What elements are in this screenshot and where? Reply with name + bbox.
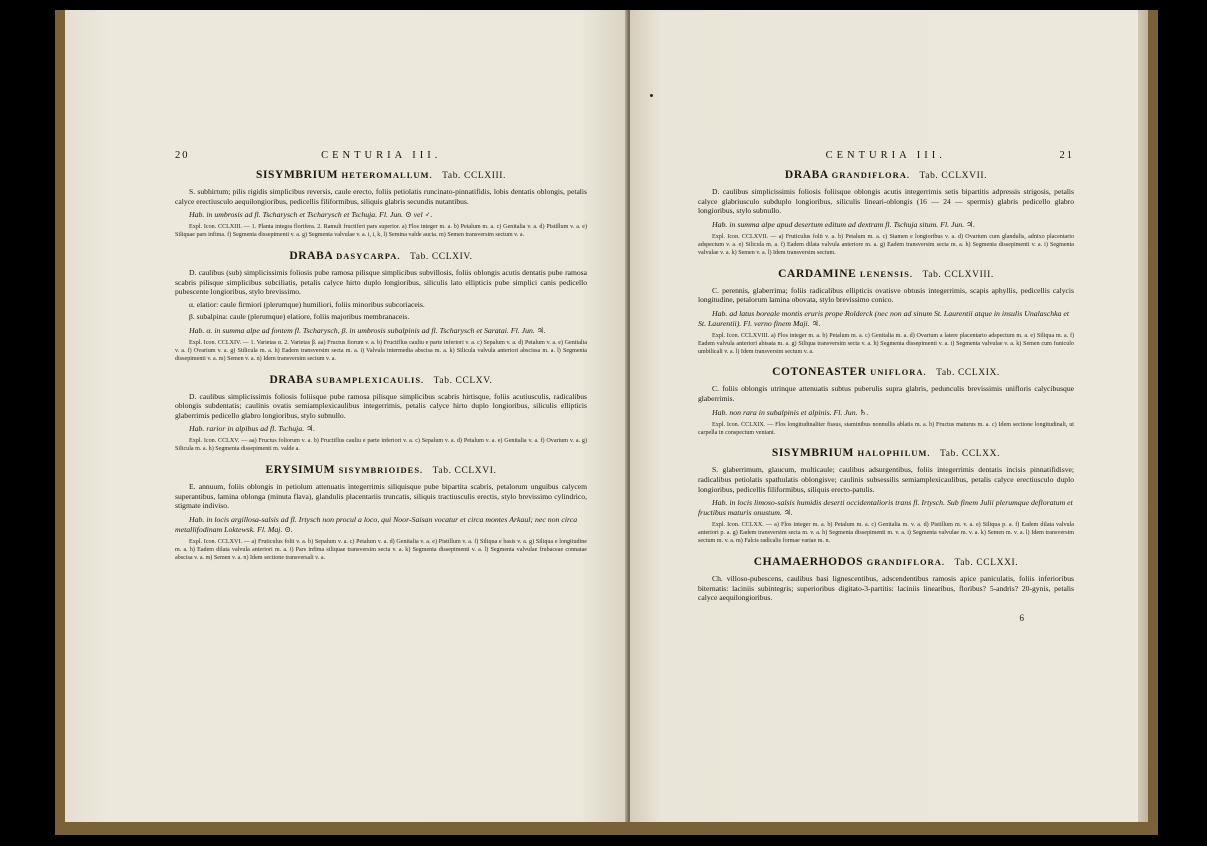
left-page-content — [175, 150, 587, 573]
genus-name: SISYMBRIUM — [771, 447, 854, 460]
species-description: C. perennis, glaberrima; foliis radicalibus ellipticis ovatisve obtusis integerrimis, scapis aphyllis, pedicellis calycis longitudine, petalorum lamina obovata, stylo brevissimo conico. — [698, 285, 1074, 305]
species-epithet: SISYMBRIOIDES. — [338, 465, 424, 476]
species-epithet: LENENSIS. — [859, 268, 914, 279]
species-epithet: HALOPHILUM. — [857, 448, 931, 459]
habitat-note: Hab. ad latus boreale montis eruris prope Rolderck (nec non ad sinum St. Laurentii atque in insulis Unalaschka et St. Laurentii). Fl. verno finem Maji. ♃. — [698, 308, 1070, 328]
genus-name: DRABA — [784, 169, 829, 181]
habitat-note: Hab. in locis argillosa-salsis ad fl. Irtysch non procul a loco, qui Noor-Saisan vocatur et circa montes Arkaul; nec non circa metallifodinam Loktewsk. Fl. Maj. ⊙. — [175, 515, 578, 535]
plate-explanation: Expl. Icon. CCLXVII. — a) Fruticulus folii v. a. b) Petalum m. a. c) Stamen e longioribus v. a. d) Ovarium cum glandulis, adnixo placentario adspectum v. a. e) Silicula m. a. f) Eadem dilata valvula anteriore m. a. g) Eadem transversim secta m. a. h) Segmenta dissepimenti v. a. i) Segmenta valvulae v. a. k) Semen v. a. l) Idem transversim sectum. — [698, 233, 1074, 256]
left-page-header — [175, 150, 587, 161]
species-description: D. caulibus simplicissimis foliosis foliisque oblongis acutis integerrimis setis bipartitis adpressis strigosis, petalis calyce glabriusculo subduplo longioribus, siliculis lineari-oblongis (16 — 24 — spermis) glabris pedicello glabro longioribus, stylo subnullo. — [698, 187, 1074, 216]
right-page-content — [698, 150, 1074, 623]
habitat-note: Hab. α. in summa alpe ad fontem fl. Tscharysch, β. in umbrosis subalpinis ad fl. Tscharysch et Saratai. Fl. Jun. ♃. — [189, 325, 546, 335]
species-title — [698, 169, 1074, 181]
genus-name: ERYSIMUM — [265, 464, 336, 477]
signature-mark: 6 — [1019, 612, 1024, 623]
running-head: CENTURIA III. — [321, 150, 442, 161]
species-description: Ch. villoso-pubescens, caulibus basi lignescentibus, adscendentibus ramosis apice paniculatis, foliis inferioribus biternatis: laciniis subintegris; superioribus digitato-3-partitis: laciniis linearibus, floribus? 5-andris? 20-gynis, petalis calyce aequilongioribus. — [698, 573, 1074, 603]
species-epithet: GRANDIFLORA. — [831, 170, 911, 180]
plate-number: Tab. CCLXVII. — [919, 171, 988, 181]
species-entry — [698, 268, 1074, 357]
species-epithet: UNIFLORA. — [870, 367, 927, 378]
species-epithet: DASYCARPA. — [336, 251, 401, 261]
species-title — [698, 268, 1074, 280]
plate-number: Tab. CCLXV. — [433, 375, 493, 386]
species-description: D. caulibus (sub) simplicissimis foliosis pube ramosa pilisque simplicibus subvillosis, foliis oblongis acutis dentatis pube ramosa scabris pilisque simplicibus subciliatis, petalis calyce hirto duplo longioribus, siliculis lato ellipticis pube simplici canis pedicello pubescente longioribus, stylo brevissimo. — [175, 268, 587, 297]
plate-number: Tab. CCLXVI. — [432, 466, 497, 477]
species-description: S. glaberrimum, glaucum, multicaule; caulibus adsurgentibus, foliis integerrimis dentatis incisis pinnatifidisve; radicalibus petiolatis spathulatis oblongisve; caulinis subsessilis semiamplexicaulibus, petalis calyce erectiusculo duplo longioribus, pedicellis filiformibus, siliquis erecto-patulis. — [698, 465, 1074, 494]
genus-name: CHAMAERHODOS — [753, 555, 864, 568]
habitat-note: Hab. in summa alpe apud desertum editum ad dextram fl. Tschuja situm. Fl. Jun. ♃. — [712, 219, 976, 229]
species-entry — [698, 556, 1074, 603]
right-page-header — [698, 150, 1074, 161]
species-entry — [175, 464, 587, 563]
species-epithet: SUBAMPLEXICAULIS. — [316, 374, 425, 385]
genus-name: CARDAMINE — [778, 267, 857, 280]
species-entry — [175, 250, 587, 364]
genus-name: DRABA — [289, 250, 333, 262]
species-title — [175, 374, 587, 386]
plate-explanation: Expl. Icon. CCLXVI. — a) Fruticulus folii v. a. b) Sepalum v. a. c) Petalum v. a. d) Genitalia v. a. e) Pistillum v. a. f) Siliqua e basis v. a. g) Siliqua e longitudine m. a. h) Eadem dilata valvula anteriori m. a. i) Pars infima siliquae transversim secta v. a. k) Segmenta dissepimenti v. a. l) Segmenta valvulae frubaceae connatae abscisa v. a. m) Semen v. a. n) Idem sectione transversali v. a. — [175, 539, 587, 561]
species-title — [175, 464, 587, 476]
habitat-note: Hab. in umbrosis ad fl. Tscharysch et Tscharysch et Tschuja. Fl. Jun. ⊙ vel ♂. — [189, 210, 433, 220]
plate-explanation: Expl. Icon. CCLXX. — a) Flos integer m. a. b) Petalum m. a. c) Genitalia m. v. a. d) Pistillum m. v. a. e) Siliqua p. a. f) Eadem dilata valvula anteriori p. a. g) Eadem transversim secta m. v. a. h) Segmenta dissepimenti m. v. a. i) Segmenta valvulae m. v. a. k) Semen m. v. a. l) Idem transversim sectum m. v. a. m) Falcis radicalis formae variae m. n. — [698, 522, 1074, 544]
book-spread — [55, 10, 1158, 835]
species-description: S. subhirtum; pilis rigidis simplicibus reversis, caule erecto, foliis petiolatis runcinato-pinnatifidis, lobis dentatis oblongis, petalis calyce erectiusculo aequilongioribus, pedicellis filiformibus, siliquis glabris secundis nutantibus. — [175, 187, 587, 206]
page-edge — [1138, 10, 1148, 822]
species-description: E. annuum, foliis oblongis in petiolum attenuatis integerrimis siliquisque pube bipartita scabris, petalorum unguibus calycem superantibus, lamina oblonga (minuta flava), glandulis placentariis truncatis, siliquis tractiusculis erectis, stylo brevissimo cylindrico, stigmate indiviso. — [175, 482, 587, 511]
species-description: C. foliis oblongis utrinque attenuatis subtus puberulis supra glabris, pedunculis brevissimis unifloris calycibusque glaberrimis. — [698, 384, 1074, 403]
plate-number: Tab. CCLXIX. — [936, 368, 1000, 379]
habitat-note: Hab. non rara in subalpinis et alpinis. Fl. Jun. ♄. — [712, 407, 869, 417]
right-page — [630, 10, 1148, 822]
species-epithet: GRANDIFLORA. — [866, 556, 945, 567]
variety-note: β. subalpina: caule (plerumque) elatiore, foliis majoribus membranaceis. — [189, 312, 410, 322]
species-entry — [698, 169, 1074, 258]
running-head: CENTURIA III. — [825, 150, 946, 161]
species-epithet: HETEROMALLUM. — [341, 170, 433, 180]
habitat-note: Hab. rarior in alpibus ad fl. Tschuja. ♃. — [189, 424, 316, 434]
plate-number: Tab. CCLXIV. — [410, 252, 473, 262]
plate-explanation: Expl. Icon. CCLXIX. — Flos longitudinaliter fissus, staminibus nonnullis ablatis m. a. b) Fructus maturus m. a. c) Idem sectione longitudinali, ut carpella in conspectum veniant. — [698, 421, 1074, 436]
plate-explanation: Expl. Icon. CCLXIII. — 1. Planta integra florifera. 2. Ramuli fructiferi pars superior. a) Flos integer m. a. b) Petalum m. a. c) Genitalia v. a. d) Pistillum v. a. e) Siliquae pars infima. f) Segmenta dissepimenti v. a. g) Segmenta valvulae v. a. i, i, k, l) Semina valde aucta. m) Semen transversim sectum v. a. — [175, 224, 587, 239]
habitat-note: Hab. in locis limoso-salsis humidis deserti occidentalioris trans fl. Irtysch. Sub finem Julii plerumque defloratum et fructibus maturis onustum. ♃. — [698, 498, 1073, 518]
species-title — [175, 169, 587, 181]
plate-explanation: Expl. Icon. CCLXIV. — 1. Varietas α. 2. Varietas β. aa) Fructus fiorum v. a. b) Fructiflus cauliu e parte inferiori v. a. c) Sepalum v. a. d) Petalum v. a. e) Genitalia v. a. f) Ovarium v. a. g) Stilicula m. a. h) Eadem transversim secta m. a. i) Valvula intermedia abscisa m. a. k) Silicula valvula anteriori abscissa m. a. l) Segmenta dissepimenti v. a. m) Semen v. a. n) Idem transversim sectum v. a. — [175, 339, 587, 362]
variety-note: α. elatior: caule firmiori (plerumque) humiliori, foliis minoribus subcoriaceis. — [189, 299, 425, 309]
page-number: 20 — [175, 150, 190, 161]
species-title — [698, 366, 1074, 378]
species-entry — [175, 169, 587, 240]
species-entry — [175, 374, 587, 455]
species-title — [698, 556, 1074, 568]
species-description: D. caulibus simplicissimis foliosis foliisque pube ramosa pilisque simplicibus scabris hirtisque, foliis acutiusculis, radicalibus oblongis subdentatis; caulinis ovatis semiamplexicaulibus integerrimis, petalis calyce hirto duplo longioribus, siliculis ellipticis glaberrimis pedicello glabro longioribus, stylo subnullo. — [175, 391, 587, 420]
plate-explanation: Expl. Icon. CCLXVIII. a) Flos integer m. a. b) Petalum m. a. c) Genitalia m. a. d) Ovarium a latere placentario adspectum m. a. e) Siliqua m. a. f) Eadem valvula anteriori abisata m. a. g) Siliqua transversim secta v. a. h) Segmenta dissepimenti v. a. i) Segmenta valvulae v. a. k) Semen cum funiculo umbilicali v. a. l) Idem transversim sectum v. a. — [698, 332, 1074, 355]
page-number: 21 — [1059, 150, 1074, 161]
genus-name: DRABA — [269, 373, 313, 386]
genus-name: COTONEASTER — [772, 366, 867, 379]
species-entry — [698, 447, 1074, 546]
species-entry — [698, 366, 1074, 437]
species-title — [175, 250, 587, 262]
page-speck — [650, 94, 653, 97]
plate-number: Tab. CCLXIII. — [442, 171, 507, 181]
plate-number: Tab. CCLXXI. — [954, 557, 1019, 568]
left-page — [65, 10, 625, 822]
plate-number: Tab. CCLXX. — [940, 449, 1001, 460]
plate-explanation: Expl. Icon. CCLXV. — aa) Fructus foliorum v. a. b) Fructiflus cauliu e parte inferiori v. a. c) Sepalum v. a. d) Petalum v. a. e) Genitalia v. a. f) Ovarium v. a. g) Silicula m. a. h) Segmenta dissepimenti m. valde a. — [175, 438, 587, 453]
genus-name: SISYMBRIUM — [255, 169, 339, 181]
plate-number: Tab. CCLXVIII. — [922, 269, 994, 280]
species-title — [698, 447, 1074, 459]
